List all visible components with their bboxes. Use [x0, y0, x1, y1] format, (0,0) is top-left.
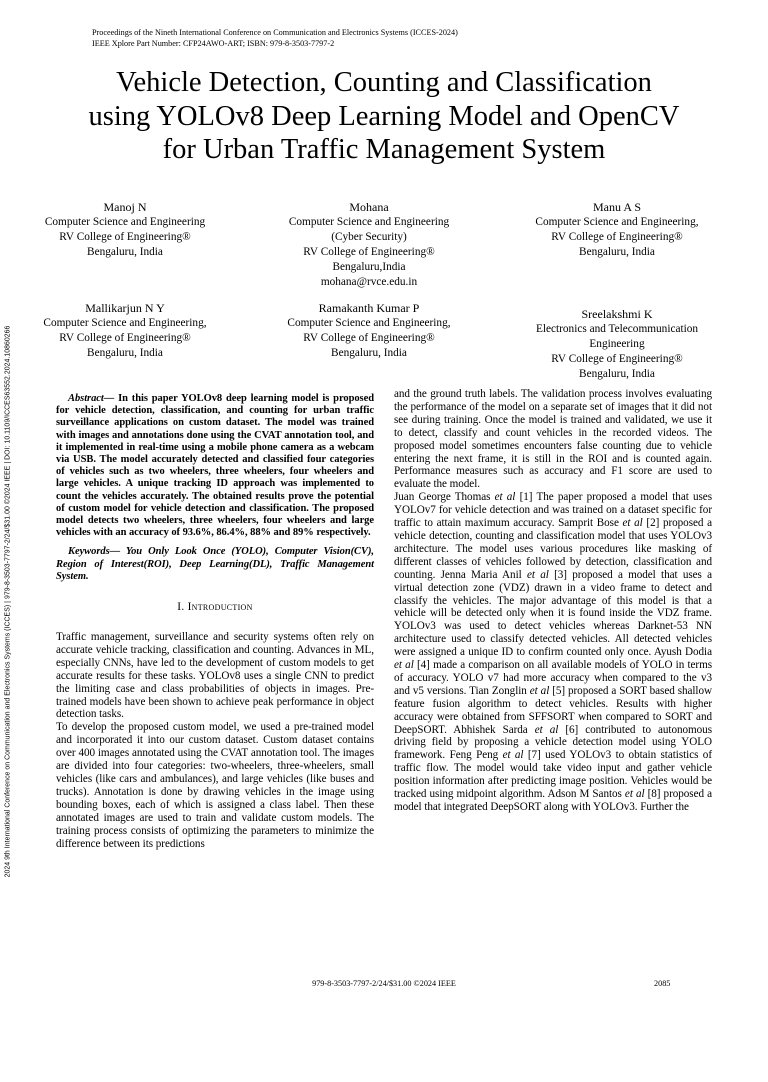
title-line-3: for Urban Traffic Management System: [162, 134, 606, 165]
et-al: et al: [624, 788, 645, 801]
author-affil: RV College of Engineering®: [303, 332, 435, 344]
author-affil: Electronics and Telecommunication: [535, 323, 699, 335]
keywords: [56, 546, 374, 583]
et-al: et al: [526, 568, 549, 581]
author-name: Mohana: [349, 200, 389, 214]
author-name: Manoj N: [103, 200, 147, 214]
footer-copyright: 979-8-3503-7797-2/24/$31.00 ©2024 IEEE: [312, 979, 456, 988]
keywords-label: Keywords—: [68, 546, 121, 558]
related-work-paragraph: [394, 491, 712, 814]
et-al: et al: [529, 684, 550, 697]
author-affil: RV College of Engineering®: [59, 332, 191, 344]
title-line-1: Vehicle Detection, Counting and Classification: [116, 67, 652, 98]
author-name: Ramakanth Kumar P: [318, 301, 420, 315]
text-run: [6] contributed to autonomous driving field by proposing a vehicle detection model using YOLO framework. Feng Peng: [394, 723, 712, 762]
abstract-text: In this paper YOLOv8 deep learning model is proposed for vehicle detection, classification, and counting for urban traffic surveillance applications on custom dataset. The model was trained with images and annotations done using the CVAT annotation tool, and it implemented in real-time using a mobile phone camera as a webcam via USB. The model accurately detected and classified four categories of vehicles such as two wheelers, three wheelers, four wheelers and large vehicles. A unique tracking ID approach was implemented to count the vehicles accurately. The obtained results prove the potential of custom model for vehicle detection and classification. The proposed model detects two wheelers, three wheelers, four wheelers and large vehicles with an accuracy of 93.6%, 86.4%, 88% and 89% respectively.: [56, 393, 374, 539]
author-affil: Computer Science and Engineering,: [287, 317, 451, 329]
author-name: Sreelakshmi K: [581, 307, 653, 321]
author-affil: Computer Science and Engineering: [44, 216, 206, 228]
author-name: Manu A S: [592, 200, 641, 214]
title-line-2: using YOLOv8 Deep Learning Model and OpenCV: [88, 100, 680, 132]
author-affil: Bengaluru, India: [579, 368, 655, 380]
intro-paragraph-1: Traffic management, surveillance and security systems often rely on accurate vehicle tracking, classification and counting. Advances in ML, especially CNNs, have led to the development of custom models to get accurate results for these tasks. YOLOv8 uses a single CNN to predict the limiting case and class probabilities of objects in images. Pre-trained models have been shown to achieve peak performance in object detection tasks.: [56, 631, 374, 721]
section-heading: [56, 601, 374, 613]
author-name: Mallikarjun N Y: [85, 301, 165, 315]
author-block: [497, 307, 737, 382]
author-block: [0, 200, 250, 260]
author-affil: Bengaluru, India: [87, 347, 163, 359]
et-al: et al: [494, 491, 516, 504]
author-affil: RV College of Engineering®: [551, 353, 683, 365]
author-affil: RV College of Engineering®: [551, 231, 683, 243]
right-paragraph-1: and the ground truth labels. The validation process involves evaluating the performance of the model on a separate set of images that it did not see during training. Once the model is trained and validated, we use it to detect, classify and count vehicles in the recorded videos. The proposed model sometimes encounters false counting due to vehicle entering the next frame, it is still in the ROI and is counted again. Performance measures such as accuracy and F1 score are used to evaluate the model.: [394, 388, 712, 491]
text-run: [1] The paper proposed a model that uses YOLOv7 for vehicle detection and was trained on a dataset specific for traffic to attain maximum accuracy. Samprit Bose: [394, 491, 712, 530]
text-run: [3] proposed a model that uses a virtual detection zone (VDZ) drawn in a video frame to detect and classify the vehicles. The major advantage of this model is that a vehicle will be detected only when it is found inside the VDZ frame. YOLOv3 was used to detect vehicles whereas Darknet-53 NN architecture used to classify detected vehicles. All detected vehicles were assigned a unique ID to confirm counted only once. Ayush Dodia: [394, 568, 712, 659]
author-affil: Bengaluru, India: [579, 246, 655, 258]
et-al: et al: [502, 749, 524, 762]
et-al: et al: [622, 517, 643, 530]
side-citation-text: 2024 9th International Conference on Communication and Electronics Systems (ICCES) | 979-8-3503-7797-2/24/$31.00 ©2024 IEEE | DOI: 10.1109/ICCES63552.2024.10860266: [4, 325, 12, 878]
author-affil: Engineering: [589, 338, 645, 350]
intro-paragraph-2: To develop the proposed custom model, we used a pre-trained model and incorporated it into our custom dataset. Custom dataset contains over 400 images annotated using the CVAT annotation tool. The images are divided into four categories: two-wheelers, three-wheelers, small vehicles (like cars and ambulances), and large vehicles (like buses and trucks). Annotation is done by drawing vehicles in the image using bounding boxes, each of which is assigned a class label. Then these annotated images are used to train and validate custom models. The training process consists of optimizing the parameters to minimize the difference between its predictions: [56, 721, 374, 850]
author-affil: Bengaluru, India: [331, 347, 407, 359]
right-column: [394, 388, 712, 814]
header-line-2: IEEE Xplore Part Number: CFP24AWO-ART; ISBN: 979-8-3503-7797-2: [92, 39, 335, 48]
conference-header: [92, 27, 458, 49]
text-run: Juan George Thomas: [394, 491, 495, 504]
author-block: [0, 301, 250, 361]
author-affil: Computer Science and Engineering,: [43, 317, 207, 329]
et-al: et al: [534, 723, 559, 736]
section-number: I.: [177, 601, 185, 614]
header-line-1: Proceedings of the Nineth International Conference on Communication and Electronics Systems (ICCES-2024): [92, 28, 458, 37]
author-affil: Computer Science and Engineering: [288, 216, 450, 228]
author-email[interactable]: mohana@rvce.edu.in: [320, 276, 418, 288]
text-run: [5] proposed a SORT based shallow feature fusion algorithm to detect vehicles. Results with higher accuracy were obtained from SFFSORT when compared to SORT and DeepSORT. Abhishek Sarda: [394, 684, 712, 736]
et-al: et al: [394, 659, 414, 672]
author-block: [249, 301, 489, 361]
author-affil: RV College of Engineering®: [303, 246, 435, 258]
keywords-text: You Only Look Once (YOLO), Computer Vision(CV), Region of Interest(ROI), Deep Learning(DL), Traffic Management System.: [56, 546, 374, 582]
text-run: [4] made a comparison on all available models of YOLO in terms of accuracy. YOLO v7 had more accuracy when compared to the v3 and v5 versions. Tian Zonglin: [394, 659, 712, 697]
abstract-label: Abstract—: [68, 393, 115, 404]
abstract: [56, 393, 374, 539]
author-affil: Bengaluru, India: [87, 246, 163, 258]
text-run: [2] proposed a vehicle detection, counting and classification model that uses YOLOv3 architecture. The model uses various procedures like masking of different classes of vehicles followed by detection, classification and counting. Jenna Maria Anil: [394, 517, 712, 581]
left-column: [56, 393, 374, 850]
paper-title: [40, 66, 728, 167]
text-run: [8] proposed a model that integrated DeepSORT along with YOLOv3. Further the: [394, 788, 712, 813]
author-affil: Bengaluru,India: [332, 261, 406, 273]
section-title: Introduction: [187, 601, 253, 614]
author-affil: (Cyber Security): [331, 231, 407, 243]
text-run: [7] used YOLOv3 to obtain statistics of traffic flow. The model would take video input and gather vehicle position information after predicting image position. Vehicles would be tracked using midpoint algorithm. Adson M Santos: [394, 749, 712, 801]
author-affil: Computer Science and Engineering,: [535, 216, 699, 228]
author-affil: RV College of Engineering®: [59, 231, 191, 243]
author-block: [497, 200, 737, 260]
page-number: 2085: [654, 979, 671, 988]
author-block: [249, 200, 489, 290]
